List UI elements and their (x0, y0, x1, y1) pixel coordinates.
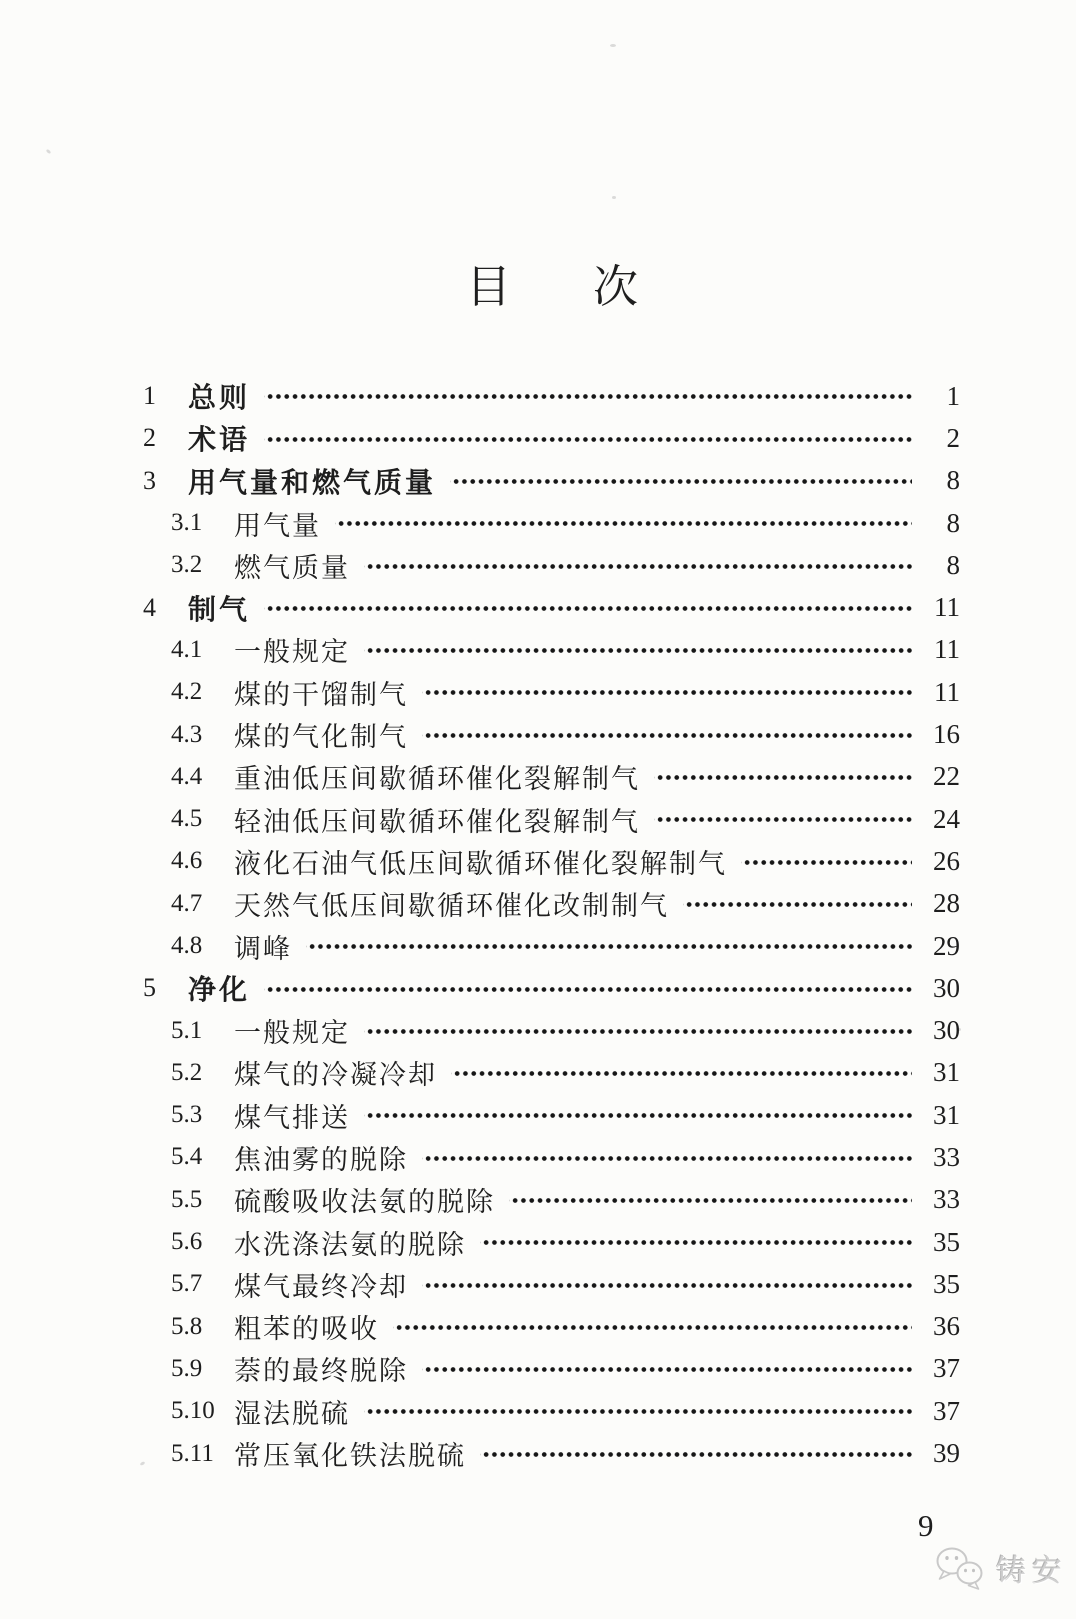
toc-entry (0, 460, 1076, 502)
dot-leader (264, 417, 912, 459)
page-title-char: 次 (593, 262, 639, 312)
toc-entry-page: 24 (933, 803, 960, 834)
dot-leader (364, 544, 912, 586)
toc-entry (0, 1263, 1076, 1305)
dot-leader (480, 1221, 912, 1263)
toc-entry-title: 调峰 (234, 933, 292, 964)
toc-entry (0, 840, 1076, 882)
toc-entry-number: 4 (143, 592, 156, 622)
toc-entry-title: 一般规定 (234, 1018, 350, 1049)
toc-entry-number: 1 (143, 381, 156, 411)
dot-leader (450, 460, 912, 502)
toc-entry (0, 713, 1076, 755)
dot-leader (364, 1390, 912, 1432)
toc-entry-number: 5.11 (171, 1439, 214, 1467)
dot-leader (422, 713, 912, 755)
dot-leader (741, 840, 912, 882)
toc-entry-number: 3.1 (171, 509, 203, 537)
toc-entry (0, 1348, 1076, 1390)
dot-leader (422, 1348, 912, 1390)
toc-entry-page: 37 (933, 1395, 960, 1426)
toc-entry-page: 35 (933, 1226, 960, 1257)
scan-speck (610, 44, 616, 47)
toc-entry (0, 671, 1076, 713)
toc-entry-page: 11 (934, 676, 960, 707)
dot-leader (264, 967, 912, 1009)
dot-leader (654, 798, 912, 840)
toc-entry-number: 4.4 (171, 762, 203, 790)
toc-entry-number: 4.3 (171, 720, 203, 748)
toc-entry-page: 30 (933, 972, 960, 1003)
page-title-char: 目 (465, 262, 511, 312)
toc-entry-number: 5.8 (171, 1312, 203, 1340)
scan-speck (46, 149, 52, 155)
wechat-icon (933, 1545, 987, 1591)
dot-leader (264, 375, 912, 417)
toc-entry-number: 5.9 (171, 1354, 203, 1382)
toc-entry-title: 制气 (188, 593, 251, 625)
toc-entry-title: 重油低压间歇循环催化裂解制气 (234, 764, 640, 795)
dot-leader (264, 586, 912, 628)
toc-entry-title: 水洗涤法氨的脱除 (234, 1229, 466, 1260)
toc-entry-page: 37 (933, 1353, 960, 1384)
toc-entry-number: 5.6 (171, 1228, 203, 1256)
dot-leader (422, 1136, 912, 1178)
toc-entry-number: 5.4 (171, 1143, 203, 1171)
toc-entry-title: 术语 (188, 424, 251, 456)
dot-leader (422, 1263, 912, 1305)
toc-entry-title: 煤气的冷凝冷却 (234, 1060, 437, 1091)
toc-entry-title: 用气量 (234, 510, 321, 541)
scan-speck (612, 196, 616, 199)
dot-leader (422, 671, 912, 713)
dot-leader (654, 756, 912, 798)
toc-entry-number: 5.7 (171, 1270, 203, 1298)
dot-leader (480, 1432, 912, 1474)
toc-entry-page: 16 (933, 719, 960, 750)
toc-entry-number: 5.5 (171, 1185, 203, 1213)
toc-entry-number: 2 (143, 423, 156, 453)
toc-entry-title: 用气量和燃气质量 (188, 466, 437, 498)
toc-entry-title: 常压氧化铁法脱硫 (234, 1441, 466, 1472)
toc-entry (0, 544, 1076, 586)
toc-entry-page: 33 (933, 1141, 960, 1172)
toc-entry-title: 总则 (188, 382, 251, 414)
toc-entry (0, 925, 1076, 967)
toc-entry (0, 1432, 1076, 1474)
toc-entry-number: 5.10 (171, 1397, 215, 1425)
toc-entry (0, 1009, 1076, 1051)
toc-entry-title: 煤的气化制气 (234, 722, 408, 753)
toc-entry-title: 硫酸吸收法氨的脱除 (234, 1187, 495, 1218)
toc-entry-page: 2 (946, 422, 960, 453)
toc-entry (0, 502, 1076, 544)
toc-entry-title: 粗苯的吸收 (234, 1314, 379, 1345)
toc-entry-number: 5.3 (171, 1101, 203, 1129)
dot-leader (335, 502, 912, 544)
toc-entry-number: 5 (143, 973, 156, 1003)
toc-entry-number: 3.2 (171, 551, 203, 579)
dot-leader (393, 1306, 912, 1348)
toc-entry (0, 756, 1076, 798)
toc-entry-number: 4.6 (171, 847, 203, 875)
dot-leader (306, 925, 912, 967)
toc-entry-page: 11 (934, 634, 960, 665)
toc-entry-page: 31 (933, 1099, 960, 1130)
page-title (14, 250, 1076, 315)
toc-entry-page: 26 (933, 845, 960, 876)
toc-entry-title: 净化 (188, 974, 251, 1006)
toc-entry-title: 煤气最终冷却 (234, 1271, 408, 1302)
toc-entry (0, 1390, 1076, 1432)
toc-entry-page: 33 (933, 1184, 960, 1215)
toc-entry (0, 1052, 1076, 1094)
toc-entry-title: 天然气低压间歇循环催化改制制气 (234, 891, 669, 922)
toc-entry-title: 液化石油气低压间歇循环催化裂解制气 (234, 848, 727, 879)
toc-entry-number: 4.1 (171, 635, 203, 663)
toc-entry-page: 8 (946, 507, 960, 538)
page-number: 9 (918, 1508, 934, 1543)
toc-entry-page: 28 (933, 888, 960, 919)
toc-entry-title: 煤气排送 (234, 1102, 350, 1133)
toc-entry-title: 轻油低压间歇循环催化裂解制气 (234, 806, 640, 837)
toc-entry-page: 30 (933, 1015, 960, 1046)
toc-entry (0, 1179, 1076, 1221)
toc-entry (0, 1306, 1076, 1348)
toc-entry-number: 5.1 (171, 1016, 203, 1044)
toc-entry-title: 焦油雾的脱除 (234, 1144, 408, 1175)
toc-entry-page: 36 (933, 1311, 960, 1342)
dot-leader (509, 1179, 912, 1221)
toc-entry (0, 1136, 1076, 1178)
dot-leader (364, 629, 912, 671)
watermark-text: 铸安 (996, 1555, 1068, 1588)
toc-entry-number: 5.2 (171, 1058, 203, 1086)
toc-entry (0, 1221, 1076, 1263)
toc-entry-page: 8 (946, 549, 960, 580)
toc-entry-page: 35 (933, 1268, 960, 1299)
toc-entry (0, 417, 1076, 459)
toc-entry (0, 586, 1076, 628)
toc-entry-page: 11 (934, 592, 960, 623)
toc-entry-page: 22 (933, 761, 960, 792)
toc-entry-title: 湿法脱硫 (234, 1398, 350, 1429)
toc-entry-number: 3 (143, 465, 156, 495)
dot-leader (364, 1094, 912, 1136)
toc-entry-number: 4.5 (171, 805, 203, 833)
toc-entry (0, 798, 1076, 840)
toc-entry-number: 4.8 (171, 932, 203, 959)
toc-entry-page: 29 (933, 930, 960, 961)
toc-entry-title: 煤的干馏制气 (234, 679, 408, 710)
dot-leader (364, 1009, 912, 1051)
toc-entry-title: 萘的最终脱除 (234, 1356, 408, 1387)
toc-entry-page: 39 (933, 1438, 960, 1469)
toc-entry (0, 1094, 1076, 1136)
toc-entry (0, 967, 1076, 1009)
toc-entry-number: 4.2 (171, 678, 203, 706)
dot-leader (451, 1052, 912, 1094)
toc-entry-page: 8 (946, 465, 960, 496)
toc-entry (0, 629, 1076, 671)
watermark (933, 1545, 1068, 1591)
toc-entry-number: 4.7 (171, 889, 203, 917)
toc-list (0, 375, 1076, 1475)
toc-entry (0, 375, 1076, 417)
toc-entry-page: 31 (933, 1057, 960, 1088)
toc-entry-title: 一般规定 (234, 637, 350, 668)
toc-entry (0, 883, 1076, 925)
toc-entry-page: 1 (946, 380, 960, 411)
toc-entry-title: 燃气质量 (234, 552, 350, 583)
dot-leader (683, 883, 912, 925)
